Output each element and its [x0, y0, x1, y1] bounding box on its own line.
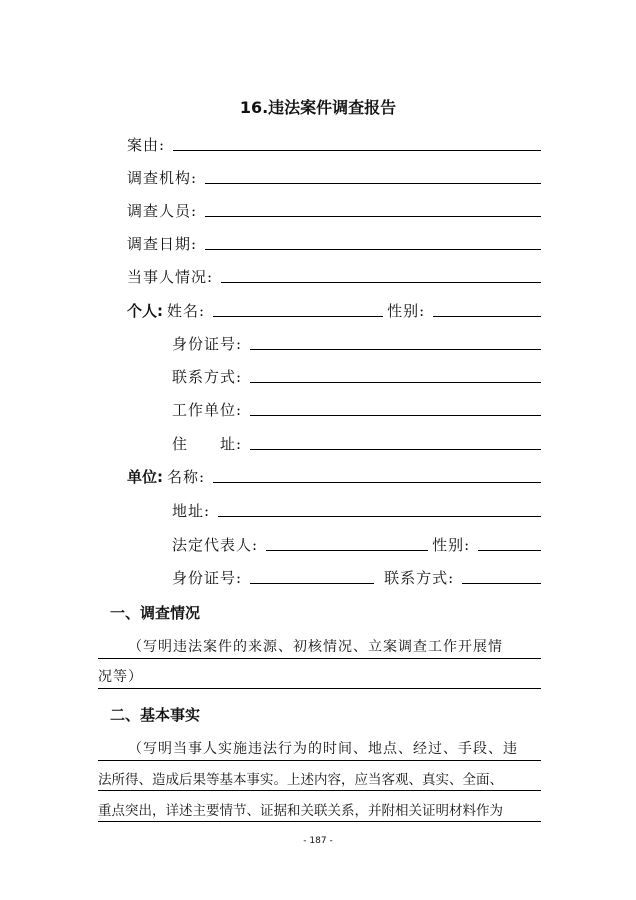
individual-employer-field[interactable]: [250, 411, 541, 416]
section-1-heading: 一、调查情况: [110, 604, 201, 622]
individual-contact-field[interactable]: [250, 378, 541, 383]
individual-gender-field[interactable]: [433, 312, 541, 317]
org-name-field[interactable]: [213, 478, 541, 483]
party-row: [127, 264, 541, 286]
section-2-line-3: 重点突出，详述主要情节、证据和关联关系，并附相关证明材料作为: [98, 799, 541, 822]
org-address-row: [172, 498, 541, 520]
date-label: 调查日期:: [127, 235, 198, 253]
individual-name-field[interactable]: [213, 312, 383, 317]
section-2-heading: 二、基本事实: [110, 706, 201, 724]
org-contact-label: 联系方式:: [384, 569, 455, 587]
agency-row: [127, 165, 541, 187]
section-1-line-2: 况等）: [98, 666, 541, 689]
individual-contact-label: 联系方式:: [172, 368, 243, 386]
case-reason-label: 案由:: [127, 136, 166, 154]
individual-address-row: [172, 431, 541, 453]
org-name-label: 名称:: [167, 468, 206, 486]
org-id-field[interactable]: [250, 579, 374, 584]
date-row: [127, 231, 541, 253]
individual-address-field[interactable]: [250, 445, 541, 450]
org-gender-field[interactable]: [478, 546, 541, 551]
party-label: 当事人情况:: [127, 268, 214, 286]
individual-heading: 个人:: [127, 302, 163, 320]
date-field[interactable]: [205, 245, 541, 250]
org-legal-rep-field[interactable]: [266, 546, 428, 551]
individual-id-row: [172, 331, 541, 353]
org-heading: 单位:: [127, 468, 163, 486]
individual-employer-row: [172, 397, 541, 419]
page-title: 16.违法案件调查报告: [239, 98, 397, 117]
org-name-row: [127, 464, 541, 486]
org-id-row: [172, 565, 541, 587]
section-2-line-2: 法所得、造成后果等基本事实。上述内容，应当客观、真实、全面、: [98, 768, 541, 791]
org-address-field[interactable]: [218, 512, 541, 517]
party-field[interactable]: [221, 278, 541, 283]
section-2-line-1: （写明当事人实施违法行为的时间、地点、经过、手段、违: [98, 738, 541, 761]
investigators-label: 调查人员:: [127, 202, 198, 220]
org-address-label: 地址:: [172, 502, 211, 520]
individual-address-label: 住 址:: [172, 435, 243, 453]
org-gender-label: 性别:: [432, 536, 471, 554]
org-legal-rep-label: 法定代表人:: [172, 536, 259, 554]
org-legal-rep-row: [172, 532, 541, 554]
agency-label: 调查机构:: [127, 169, 198, 187]
org-contact-field[interactable]: [462, 579, 541, 584]
individual-employer-label: 工作单位:: [172, 401, 243, 419]
page-number: - 187 -: [303, 836, 333, 846]
case-reason-field[interactable]: [173, 146, 541, 151]
investigators-row: [127, 198, 541, 220]
org-id-label: 身份证号:: [172, 569, 243, 587]
individual-name-row: [127, 298, 541, 320]
investigators-field[interactable]: [205, 212, 541, 217]
agency-field[interactable]: [205, 179, 541, 184]
individual-gender-label: 性别:: [387, 302, 426, 320]
individual-name-label: 姓名:: [167, 302, 206, 320]
case-reason-row: [127, 132, 541, 154]
individual-contact-row: [172, 364, 541, 386]
individual-id-label: 身份证号:: [172, 335, 243, 353]
individual-id-field[interactable]: [250, 345, 541, 350]
section-1-line-1: （写明违法案件的来源、初核情况、立案调查工作开展情: [98, 636, 541, 659]
